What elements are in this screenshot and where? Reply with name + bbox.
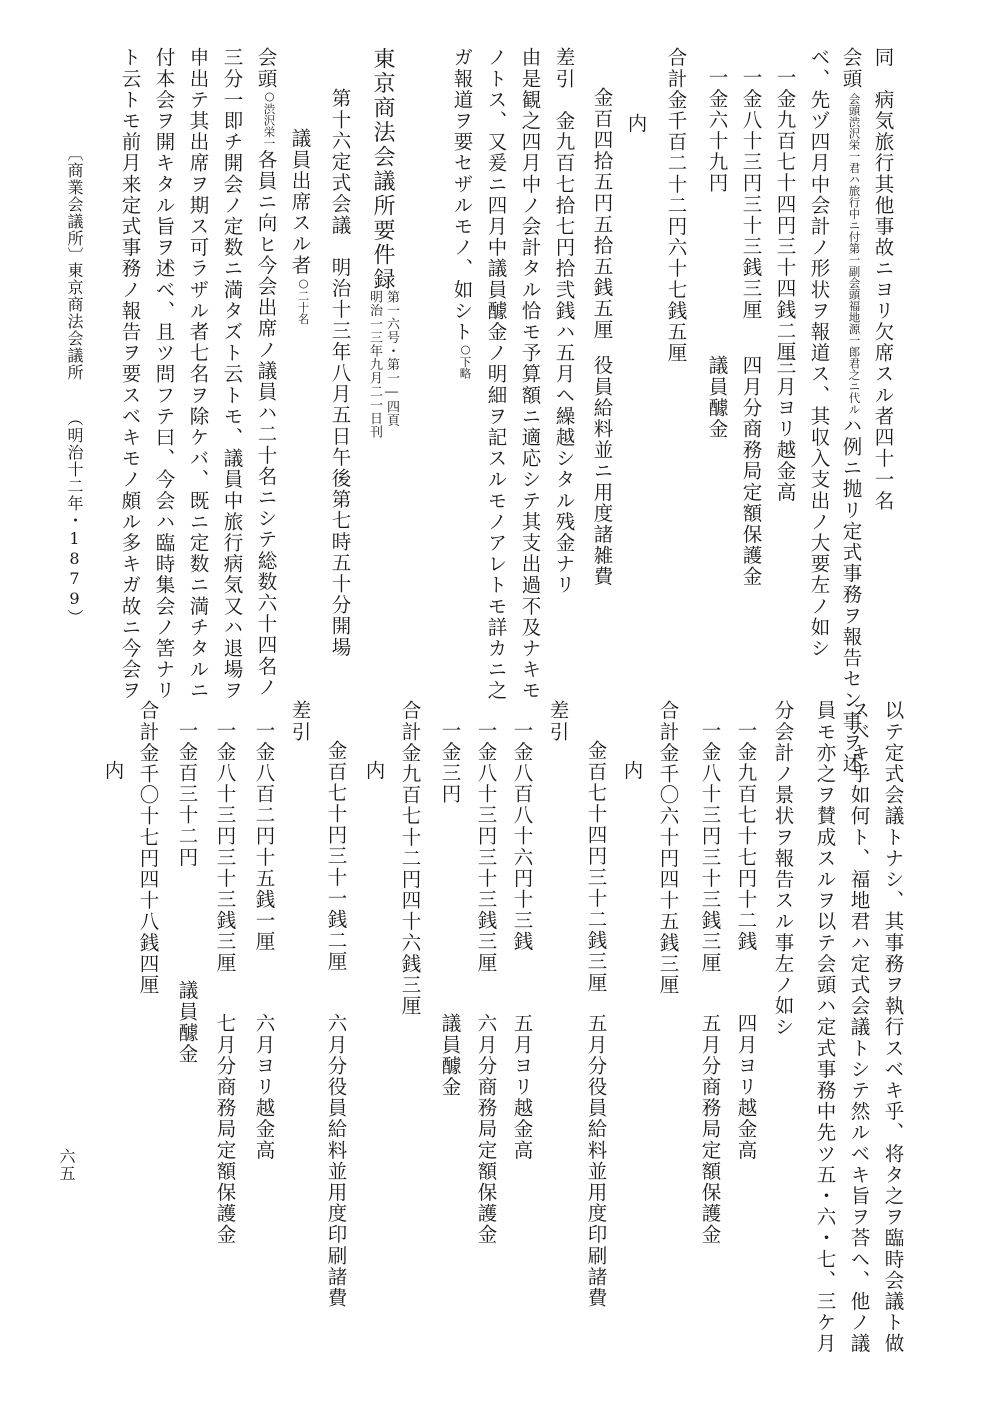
meeting-heading: 第十六定式会議 明治十三年八月五日午後第七時五十分開場: [328, 88, 352, 658]
ledger-description: 四月分商務局定額保護金: [739, 355, 763, 588]
text-column: 三分一即チ開会ノ定数ニ満タズト云トモ、議員中旅行病気又ハ退場ヲ: [220, 47, 244, 702]
speaker-label: 会頭: [254, 47, 278, 90]
ledger-description: 六月ヨリ越金高: [252, 1013, 276, 1161]
text-column: 付本会ヲ開キタル旨ヲ述ベ、且ツ問フテ曰、今会ハ臨時集会ノ筈ナリ: [152, 47, 176, 702]
ledger-amount: 一金八十三円三十三銭三厘: [739, 67, 763, 321]
ledger-amount: 一金九百七十七円十二銭: [734, 720, 758, 953]
text-run: ガ報道ヲ要セザルモノ、如シト: [450, 47, 474, 343]
text-column: [841, 47, 861, 774]
ledger-subheading: 内: [620, 760, 644, 782]
text-run: 議員出席スル者: [288, 128, 312, 276]
page-number: 六五: [57, 1148, 76, 1182]
ledger-description: 三月ヨリ越金高: [773, 355, 797, 503]
ledger-amount: 金百七十円三十一銭二厘: [324, 740, 348, 973]
text-column: 以テ定式会議トナシ、其事務ヲ執行スベキ乎、将タ之ヲ臨時会議ト做: [881, 700, 905, 1355]
ledger-amount: 金百七十四円三十二銭三厘: [584, 740, 608, 994]
ledger-description: 五月ヨリ越金高: [510, 1013, 534, 1161]
text-column: [452, 47, 472, 379]
note-line: 会頭渋沢栄一君ハ旅行中ニ付第: [847, 93, 862, 255]
ledger-subheading: 内: [101, 760, 125, 782]
ledger-description: 議員醵金: [175, 980, 199, 1065]
ledger-subheading: 内: [624, 113, 648, 135]
text-column: [290, 128, 310, 324]
publication-note: 第一六号・第一―四頁: [384, 290, 399, 427]
inline-note: [264, 89, 276, 149]
ledger-subheading: 差引: [288, 700, 312, 743]
ledger-amount: 一金八十三円三十三銭三厘: [698, 720, 722, 974]
text-column: [256, 47, 276, 698]
ledger-total: 合計金九百七十二円四十六銭三厘: [398, 700, 422, 1017]
section-title: 東京商法会議所要件録: [370, 47, 395, 292]
text-column: 分会計ノ景状ヲ報告スル事左ノ如シ: [771, 700, 795, 1038]
ledger-amount: 一金八百八十六円十三銭: [510, 720, 534, 953]
note-line: 十名: [296, 301, 311, 325]
ledger-subheading: 内: [362, 760, 386, 782]
ledger-amount: 一金三円: [438, 720, 462, 805]
text-column: 由是観之四月中ノ会計タル恰モ予算額ニ適応シテ其支出過不及ナキモ: [518, 47, 542, 702]
footer-era: （明治十二年・1879）: [65, 410, 84, 626]
text-column: 申出テ其出席ヲ期ス可ラザル者七名ヲ除ケバ、既ニ定数ニ満チタルニ: [186, 47, 210, 702]
ledger-total: 合計金千〇六十円四十五銭三厘: [656, 700, 680, 996]
ledger-description: 六月分役員給料並用度印刷諸費: [324, 1013, 348, 1309]
text-run: 各員ニ向ヒ今会出席ノ議員ハ二十名ニシテ総数六十四名ノ: [254, 149, 278, 698]
text-column: 差引 金九百七拾七円拾弐銭ハ五月ヘ繰越シタル残金ナリ: [552, 47, 576, 596]
inline-note: [298, 276, 310, 325]
speaker-label: 会頭: [839, 47, 863, 90]
ledger-total: 合計金千百二十二円六十七銭五厘: [664, 47, 688, 364]
ledger-description: 議員醵金: [438, 1013, 462, 1098]
ledger-description: 役員給料並ニ用度諸雑費: [590, 355, 614, 588]
ledger-subheading: 差引: [546, 700, 570, 743]
ledger-description: 五月分商務局定額保護金: [698, 1013, 722, 1246]
ledger-description: 議員醵金: [705, 355, 729, 440]
ledger-total: 合計金千〇十七円四十八銭四厘: [136, 700, 160, 996]
ledger-amount: 金百四拾五円五拾五銭五厘: [590, 87, 614, 341]
publication-note: 明治一三年九月二一日刊: [367, 290, 382, 439]
note-line: 栄一: [262, 126, 277, 150]
footer-organization: 東京商法会議所: [65, 262, 84, 381]
text-column: スベキ乎如何ト、福地君ハ定式会議トシテ然ルベキ旨ヲ荅ヘ、他ノ議: [847, 700, 871, 1355]
text-column: ノトス、又爰ニ四月中議員醵金ノ明細ヲ記スルモノアレトモ詳カニ之: [484, 47, 508, 702]
text-column: ベ、先ヅ四月中会計ノ形状ヲ報道ス、其収入支出ノ大要左ノ如シ: [807, 47, 831, 659]
text-run: ハ例ニ抛リ定式事務ヲ報告セン事ヲ述: [839, 415, 863, 774]
ledger-amount: 一金九百七十四円三十四銭二厘: [773, 67, 797, 363]
note-line: ○渋沢: [262, 89, 277, 127]
ledger-amount: 一金八十三円三十三銭三厘: [474, 720, 498, 974]
inline-note: [849, 93, 861, 415]
ledger-amount: 一金八百二円十五銭一厘: [252, 720, 276, 953]
ledger-description: 六月分商務局定額保護金: [474, 1013, 498, 1246]
text-column: 員モ亦之ヲ賛成スルヲ以テ会頭ハ定式事務中先ツ五・六・七、三ケ月: [813, 700, 837, 1355]
note-line: 一副会頭福地源一郎君之ニ代ル: [847, 254, 862, 416]
note-line: ○二: [296, 275, 311, 302]
ledger-description: 七月分商務局定額保護金: [213, 1013, 237, 1246]
ledger-amount: 一金百三十二円: [175, 720, 199, 868]
footer-category: 〔商業会議所〕: [65, 145, 84, 264]
ledger-description: 四月ヨリ越金高: [734, 1013, 758, 1161]
ledger-description: 五月分役員給料並用度印刷諸費: [584, 1013, 608, 1309]
text-column: 同 病気旅行其他事故ニヨリ欠席スル者四十一名: [871, 47, 895, 512]
ledger-amount: 一金六十九円: [705, 67, 729, 194]
text-column: ト云トモ前月来定式事務ノ報告ヲ要スベキモノ頗ル多キガ故ニ今会ヲ: [118, 47, 142, 702]
ledger-amount: 一金八十三円三十三銭三厘: [213, 720, 237, 974]
inline-note: ○下略: [458, 342, 473, 380]
